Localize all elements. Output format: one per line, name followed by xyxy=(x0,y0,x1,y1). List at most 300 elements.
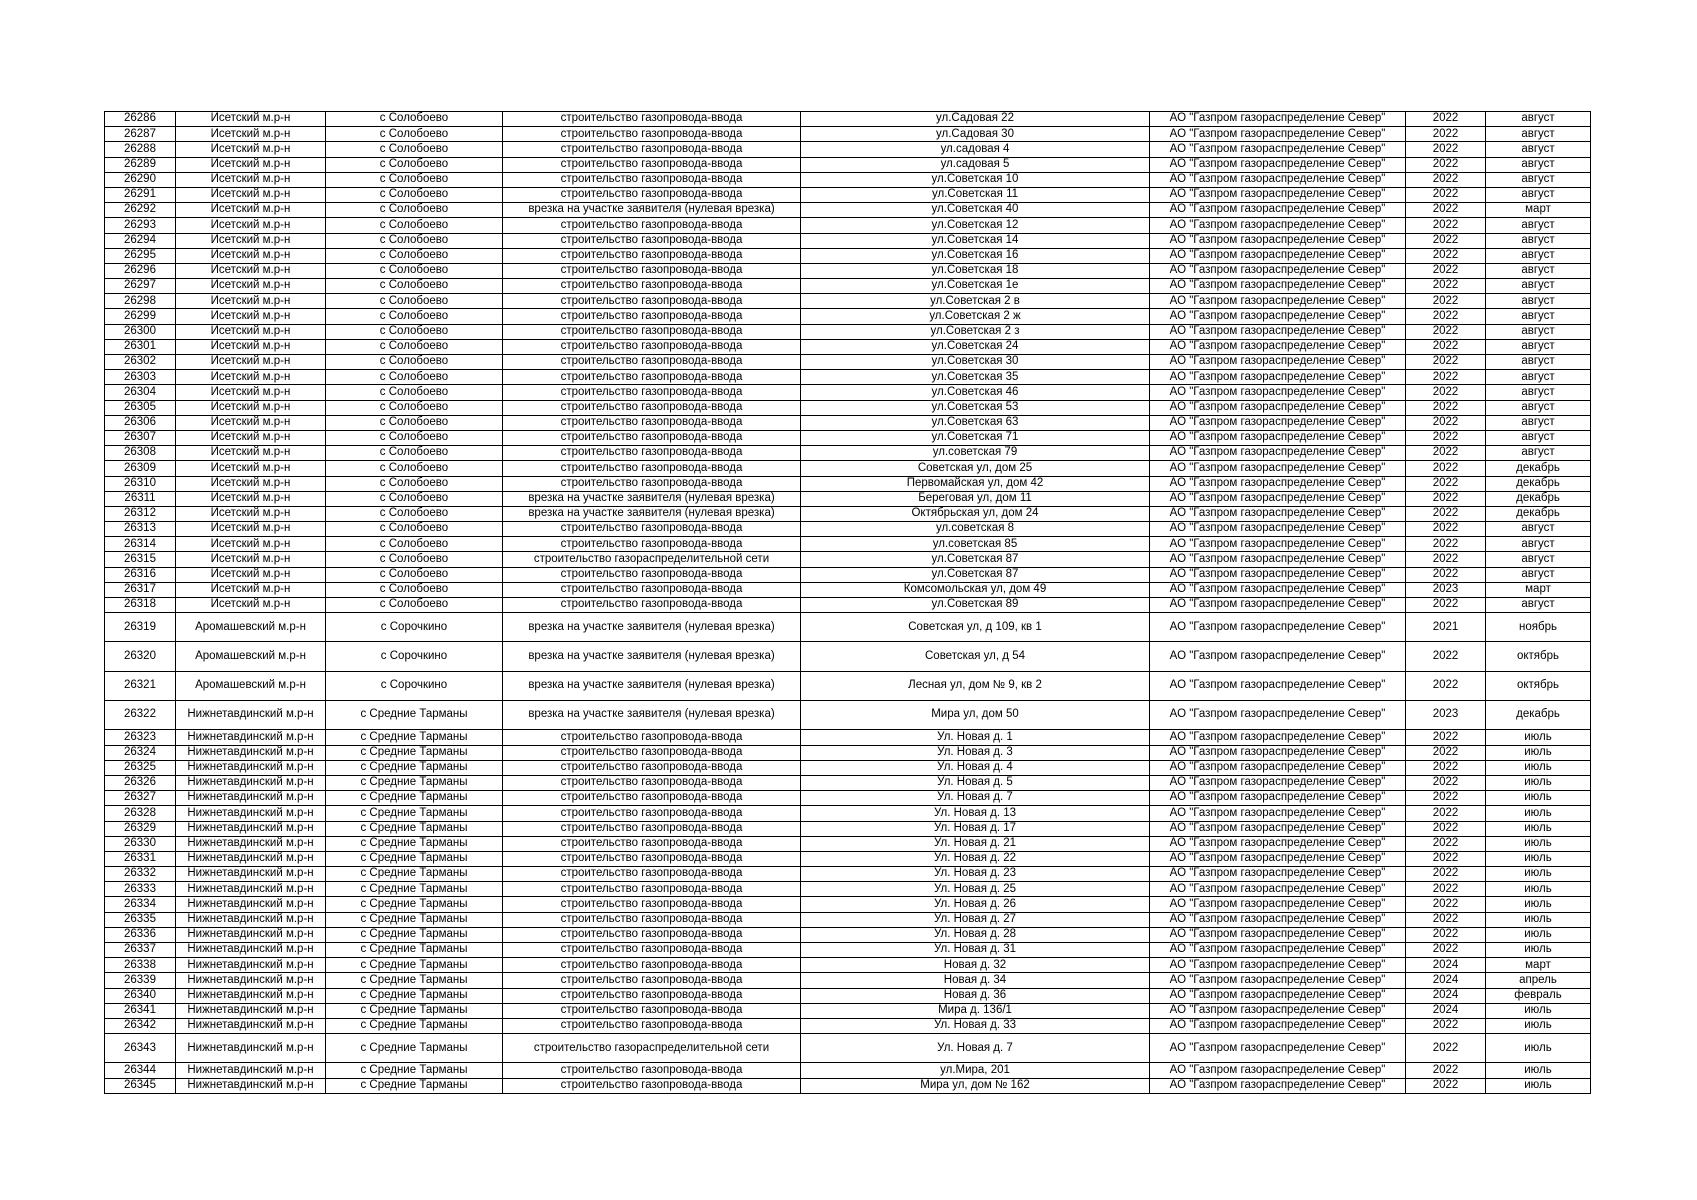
cell-id: 26290 xyxy=(105,172,176,187)
cell-work-type: врезка на участке заявителя (нулевая врезка) xyxy=(503,491,801,506)
cell-work-type: врезка на участке заявителя (нулевая врезка) xyxy=(503,642,801,671)
cell-month: ноябрь xyxy=(1486,613,1591,642)
cell-address: ул.Советская 2 з xyxy=(801,324,1150,339)
cell-id: 26303 xyxy=(105,370,176,385)
cell-work-type: врезка на участке заявителя (нулевая врезка) xyxy=(503,203,801,218)
cell-work-type: строительство газопровода-ввода xyxy=(503,927,801,942)
cell-organization: АО "Газпром газораспределение Север" xyxy=(1150,112,1406,127)
cell-id: 26308 xyxy=(105,446,176,461)
cell-id: 26306 xyxy=(105,415,176,430)
cell-district: Нижнетавдинский м.р-н xyxy=(176,775,326,790)
table-row xyxy=(105,582,1591,597)
cell-month: декабрь xyxy=(1486,476,1591,491)
cell-month: август xyxy=(1486,537,1591,552)
cell-month: июль xyxy=(1486,943,1591,958)
cell-year: 2022 xyxy=(1406,867,1486,882)
cell-address: ул.Советская 63 xyxy=(801,415,1150,430)
cell-organization: АО "Газпром газораспределение Север" xyxy=(1150,760,1406,775)
cell-work-type: строительство газопровода-ввода xyxy=(503,355,801,370)
cell-settlement: с Средние Тарманы xyxy=(326,988,503,1003)
cell-year: 2022 xyxy=(1406,248,1486,263)
table-row xyxy=(105,552,1591,567)
cell-year: 2022 xyxy=(1406,791,1486,806)
cell-month: октябрь xyxy=(1486,642,1591,671)
cell-month: август xyxy=(1486,522,1591,537)
cell-work-type: строительство газопровода-ввода xyxy=(503,775,801,790)
cell-settlement: с Средние Тарманы xyxy=(326,851,503,866)
cell-work-type: строительство газопровода-ввода xyxy=(503,912,801,927)
cell-month: август xyxy=(1486,279,1591,294)
cell-district: Исетский м.р-н xyxy=(176,233,326,248)
cell-organization: АО "Газпром газораспределение Север" xyxy=(1150,1003,1406,1018)
table-row xyxy=(105,385,1591,400)
table-row xyxy=(105,218,1591,233)
cell-id: 26330 xyxy=(105,836,176,851)
cell-district: Аромашевский м.р-н xyxy=(176,642,326,671)
cell-month: июль xyxy=(1486,791,1591,806)
table-row xyxy=(105,461,1591,476)
cell-work-type: строительство газопровода-ввода xyxy=(503,446,801,461)
cell-year: 2022 xyxy=(1406,1034,1486,1063)
cell-year: 2022 xyxy=(1406,294,1486,309)
cell-address: Береговая ул, дом 11 xyxy=(801,491,1150,506)
cell-address: ул.советская 79 xyxy=(801,446,1150,461)
cell-id: 26297 xyxy=(105,279,176,294)
cell-address: ул.Мира, 201 xyxy=(801,1063,1150,1078)
cell-address: ул.Советская 87 xyxy=(801,567,1150,582)
cell-address: Советская ул, д 54 xyxy=(801,642,1150,671)
cell-address: Советская ул, д 109, кв 1 xyxy=(801,613,1150,642)
cell-work-type: строительство газопровода-ввода xyxy=(503,882,801,897)
cell-work-type: строительство газораспределительной сети xyxy=(503,1034,801,1063)
cell-year: 2022 xyxy=(1406,112,1486,127)
cell-district: Нижнетавдинский м.р-н xyxy=(176,730,326,745)
cell-work-type: строительство газопровода-ввода xyxy=(503,324,801,339)
table-row xyxy=(105,821,1591,836)
cell-year: 2022 xyxy=(1406,400,1486,415)
cell-year: 2022 xyxy=(1406,927,1486,942)
cell-organization: АО "Газпром газораспределение Север" xyxy=(1150,506,1406,521)
cell-id: 26313 xyxy=(105,522,176,537)
cell-organization: АО "Газпром газораспределение Север" xyxy=(1150,775,1406,790)
table-body xyxy=(105,112,1591,1094)
cell-id: 26327 xyxy=(105,791,176,806)
cell-year: 2022 xyxy=(1406,775,1486,790)
table-row xyxy=(105,897,1591,912)
cell-organization: АО "Газпром газораспределение Север" xyxy=(1150,233,1406,248)
cell-year: 2022 xyxy=(1406,1078,1486,1093)
cell-year: 2022 xyxy=(1406,598,1486,613)
cell-organization: АО "Газпром газораспределение Север" xyxy=(1150,745,1406,760)
table-row xyxy=(105,943,1591,958)
cell-work-type: строительство газопровода-ввода xyxy=(503,537,801,552)
cell-work-type: строительство газопровода-ввода xyxy=(503,309,801,324)
cell-work-type: строительство газопровода-ввода xyxy=(503,172,801,187)
cell-organization: АО "Газпром газораспределение Север" xyxy=(1150,461,1406,476)
cell-work-type: строительство газопровода-ввода xyxy=(503,400,801,415)
cell-organization: АО "Газпром газораспределение Север" xyxy=(1150,142,1406,157)
cell-settlement: с Средние Тарманы xyxy=(326,1003,503,1018)
cell-district: Исетский м.р-н xyxy=(176,552,326,567)
cell-settlement: с Средние Тарманы xyxy=(326,912,503,927)
cell-id: 26296 xyxy=(105,263,176,278)
cell-address: Советская ул, дом 25 xyxy=(801,461,1150,476)
table-row xyxy=(105,958,1591,973)
cell-address: Первомайская ул, дом 42 xyxy=(801,476,1150,491)
cell-work-type: строительство газопровода-ввода xyxy=(503,522,801,537)
cell-id: 26317 xyxy=(105,582,176,597)
cell-work-type: строительство газопровода-ввода xyxy=(503,851,801,866)
cell-organization: АО "Газпром газораспределение Север" xyxy=(1150,491,1406,506)
table-row xyxy=(105,309,1591,324)
cell-settlement: с Солобоево xyxy=(326,157,503,172)
cell-settlement: с Средние Тарманы xyxy=(326,927,503,942)
cell-district: Нижнетавдинский м.р-н xyxy=(176,836,326,851)
cell-id: 26338 xyxy=(105,958,176,973)
cell-id: 26332 xyxy=(105,867,176,882)
cell-district: Исетский м.р-н xyxy=(176,476,326,491)
table-row xyxy=(105,324,1591,339)
cell-address: Ул. Новая д. 22 xyxy=(801,851,1150,866)
cell-id: 26299 xyxy=(105,309,176,324)
cell-settlement: с Средние Тарманы xyxy=(326,958,503,973)
cell-district: Исетский м.р-н xyxy=(176,172,326,187)
cell-address: Новая д. 32 xyxy=(801,958,1150,973)
cell-organization: АО "Газпром газораспределение Север" xyxy=(1150,988,1406,1003)
cell-month: июль xyxy=(1486,897,1591,912)
cell-month: июль xyxy=(1486,1063,1591,1078)
cell-settlement: с Средние Тарманы xyxy=(326,1063,503,1078)
cell-address: Комсомольская ул, дом 49 xyxy=(801,582,1150,597)
cell-year: 2022 xyxy=(1406,324,1486,339)
cell-organization: АО "Газпром газораспределение Север" xyxy=(1150,218,1406,233)
table-row xyxy=(105,1063,1591,1078)
cell-work-type: строительство газопровода-ввода xyxy=(503,745,801,760)
cell-address: ул.садовая 5 xyxy=(801,157,1150,172)
cell-work-type: строительство газопровода-ввода xyxy=(503,791,801,806)
cell-district: Исетский м.р-н xyxy=(176,430,326,445)
cell-work-type: строительство газопровода-ввода xyxy=(503,142,801,157)
table-row xyxy=(105,339,1591,354)
cell-district: Нижнетавдинский м.р-н xyxy=(176,867,326,882)
cell-id: 26322 xyxy=(105,701,176,730)
cell-id: 26294 xyxy=(105,233,176,248)
cell-district: Нижнетавдинский м.р-н xyxy=(176,912,326,927)
cell-id: 26316 xyxy=(105,567,176,582)
cell-year: 2024 xyxy=(1406,1003,1486,1018)
cell-district: Нижнетавдинский м.р-н xyxy=(176,701,326,730)
cell-address: ул.Садовая 30 xyxy=(801,127,1150,142)
cell-id: 26328 xyxy=(105,806,176,821)
cell-district: Исетский м.р-н xyxy=(176,491,326,506)
cell-address: Ул. Новая д. 17 xyxy=(801,821,1150,836)
cell-id: 26336 xyxy=(105,927,176,942)
table-row xyxy=(105,701,1591,730)
cell-year: 2022 xyxy=(1406,233,1486,248)
table-row xyxy=(105,1034,1591,1063)
cell-address: Ул. Новая д. 25 xyxy=(801,882,1150,897)
cell-id: 26287 xyxy=(105,127,176,142)
cell-work-type: строительство газопровода-ввода xyxy=(503,476,801,491)
cell-year: 2022 xyxy=(1406,142,1486,157)
cell-district: Нижнетавдинский м.р-н xyxy=(176,851,326,866)
cell-address: Ул. Новая д. 23 xyxy=(801,867,1150,882)
cell-id: 26293 xyxy=(105,218,176,233)
cell-settlement: с Солобоево xyxy=(326,582,503,597)
cell-work-type: врезка на участке заявителя (нулевая врезка) xyxy=(503,506,801,521)
cell-organization: АО "Газпром газораспределение Север" xyxy=(1150,582,1406,597)
cell-address: Ул. Новая д. 21 xyxy=(801,836,1150,851)
cell-organization: АО "Газпром газораспределение Север" xyxy=(1150,187,1406,202)
table-row xyxy=(105,973,1591,988)
cell-month: август xyxy=(1486,446,1591,461)
cell-organization: АО "Газпром газораспределение Север" xyxy=(1150,730,1406,745)
cell-id: 26320 xyxy=(105,642,176,671)
cell-organization: АО "Газпром газораспределение Север" xyxy=(1150,867,1406,882)
cell-settlement: с Солобоево xyxy=(326,385,503,400)
cell-organization: АО "Газпром газораспределение Север" xyxy=(1150,248,1406,263)
cell-year: 2022 xyxy=(1406,537,1486,552)
cell-work-type: строительство газопровода-ввода xyxy=(503,1063,801,1078)
cell-id: 26286 xyxy=(105,112,176,127)
table-row xyxy=(105,912,1591,927)
cell-address: ул.Советская 40 xyxy=(801,203,1150,218)
cell-id: 26334 xyxy=(105,897,176,912)
cell-year: 2022 xyxy=(1406,476,1486,491)
cell-address: ул.Советская 89 xyxy=(801,598,1150,613)
cell-settlement: с Солобоево xyxy=(326,415,503,430)
cell-district: Нижнетавдинский м.р-н xyxy=(176,1018,326,1033)
cell-district: Исетский м.р-н xyxy=(176,324,326,339)
cell-settlement: с Солобоево xyxy=(326,598,503,613)
cell-month: июль xyxy=(1486,927,1591,942)
cell-year: 2022 xyxy=(1406,897,1486,912)
cell-year: 2022 xyxy=(1406,851,1486,866)
table-row xyxy=(105,430,1591,445)
cell-id: 26319 xyxy=(105,613,176,642)
cell-address: ул.Советская 87 xyxy=(801,552,1150,567)
cell-settlement: с Солобоево xyxy=(326,522,503,537)
cell-district: Исетский м.р-н xyxy=(176,461,326,476)
cell-settlement: с Солобоево xyxy=(326,203,503,218)
cell-address: ул.Советская 53 xyxy=(801,400,1150,415)
cell-district: Исетский м.р-н xyxy=(176,294,326,309)
cell-id: 26288 xyxy=(105,142,176,157)
cell-settlement: с Солобоево xyxy=(326,248,503,263)
cell-id: 26314 xyxy=(105,537,176,552)
cell-organization: АО "Газпром газораспределение Север" xyxy=(1150,613,1406,642)
cell-work-type: строительство газораспределительной сети xyxy=(503,552,801,567)
cell-settlement: с Солобоево xyxy=(326,400,503,415)
table-row xyxy=(105,851,1591,866)
cell-organization: АО "Газпром газораспределение Север" xyxy=(1150,446,1406,461)
cell-work-type: строительство газопровода-ввода xyxy=(503,867,801,882)
cell-work-type: строительство газопровода-ввода xyxy=(503,112,801,127)
cell-month: август xyxy=(1486,142,1591,157)
cell-id: 26341 xyxy=(105,1003,176,1018)
table-row xyxy=(105,745,1591,760)
cell-id: 26301 xyxy=(105,339,176,354)
cell-district: Исетский м.р-н xyxy=(176,142,326,157)
cell-id: 26304 xyxy=(105,385,176,400)
cell-district: Исетский м.р-н xyxy=(176,567,326,582)
table-row xyxy=(105,506,1591,521)
cell-address: Мира ул, дом № 162 xyxy=(801,1078,1150,1093)
cell-work-type: строительство газопровода-ввода xyxy=(503,897,801,912)
cell-organization: АО "Газпром газораспределение Север" xyxy=(1150,355,1406,370)
cell-settlement: с Солобоево xyxy=(326,491,503,506)
cell-year: 2021 xyxy=(1406,613,1486,642)
cell-year: 2022 xyxy=(1406,263,1486,278)
cell-address: Ул. Новая д. 7 xyxy=(801,791,1150,806)
cell-address: ул.Советская 35 xyxy=(801,370,1150,385)
cell-address: Ул. Новая д. 27 xyxy=(801,912,1150,927)
cell-address: ул.Советская 12 xyxy=(801,218,1150,233)
cell-address: ул.Советская 2 ж xyxy=(801,309,1150,324)
cell-month: июль xyxy=(1486,745,1591,760)
cell-month: декабрь xyxy=(1486,491,1591,506)
cell-settlement: с Солобоево xyxy=(326,309,503,324)
cell-id: 26337 xyxy=(105,943,176,958)
cell-month: июль xyxy=(1486,760,1591,775)
table-row xyxy=(105,263,1591,278)
cell-id: 26323 xyxy=(105,730,176,745)
cell-year: 2023 xyxy=(1406,701,1486,730)
cell-address: Новая д. 34 xyxy=(801,973,1150,988)
cell-address: ул.советская 8 xyxy=(801,522,1150,537)
cell-settlement: с Солобоево xyxy=(326,506,503,521)
cell-work-type: строительство газопровода-ввода xyxy=(503,943,801,958)
cell-organization: АО "Газпром газораспределение Север" xyxy=(1150,430,1406,445)
cell-id: 26315 xyxy=(105,552,176,567)
cell-settlement: с Средние Тарманы xyxy=(326,791,503,806)
table-row xyxy=(105,157,1591,172)
table-row xyxy=(105,927,1591,942)
cell-district: Аромашевский м.р-н xyxy=(176,613,326,642)
cell-month: июль xyxy=(1486,851,1591,866)
cell-address: ул.Советская 11 xyxy=(801,187,1150,202)
cell-settlement: с Солобоево xyxy=(326,233,503,248)
cell-year: 2022 xyxy=(1406,339,1486,354)
cell-district: Исетский м.р-н xyxy=(176,415,326,430)
cell-month: июль xyxy=(1486,1018,1591,1033)
cell-id: 26342 xyxy=(105,1018,176,1033)
cell-district: Нижнетавдинский м.р-н xyxy=(176,821,326,836)
cell-organization: АО "Газпром газораспределение Север" xyxy=(1150,339,1406,354)
cell-organization: АО "Газпром газораспределение Север" xyxy=(1150,642,1406,671)
cell-settlement: с Средние Тарманы xyxy=(326,760,503,775)
cell-settlement: с Солобоево xyxy=(326,355,503,370)
cell-organization: АО "Газпром газораспределение Север" xyxy=(1150,370,1406,385)
cell-id: 26289 xyxy=(105,157,176,172)
table-row xyxy=(105,522,1591,537)
cell-month: август xyxy=(1486,430,1591,445)
table-row xyxy=(105,598,1591,613)
cell-month: август xyxy=(1486,552,1591,567)
cell-work-type: строительство газопровода-ввода xyxy=(503,461,801,476)
cell-district: Исетский м.р-н xyxy=(176,522,326,537)
table-row xyxy=(105,142,1591,157)
cell-id: 26326 xyxy=(105,775,176,790)
cell-work-type: строительство газопровода-ввода xyxy=(503,988,801,1003)
cell-id: 26344 xyxy=(105,1063,176,1078)
cell-id: 26305 xyxy=(105,400,176,415)
cell-id: 26292 xyxy=(105,203,176,218)
cell-id: 26302 xyxy=(105,355,176,370)
cell-month: август xyxy=(1486,233,1591,248)
cell-organization: АО "Газпром газораспределение Север" xyxy=(1150,958,1406,973)
cell-organization: АО "Газпром газораспределение Север" xyxy=(1150,203,1406,218)
cell-district: Исетский м.р-н xyxy=(176,248,326,263)
cell-settlement: с Солобоево xyxy=(326,324,503,339)
cell-address: Ул. Новая д. 28 xyxy=(801,927,1150,942)
cell-organization: АО "Газпром газораспределение Север" xyxy=(1150,1078,1406,1093)
cell-address: ул.Советская 1е xyxy=(801,279,1150,294)
cell-settlement: с Солобоево xyxy=(326,552,503,567)
cell-work-type: строительство газопровода-ввода xyxy=(503,958,801,973)
cell-year: 2022 xyxy=(1406,446,1486,461)
cell-settlement: с Солобоево xyxy=(326,187,503,202)
cell-year: 2022 xyxy=(1406,552,1486,567)
cell-id: 26325 xyxy=(105,760,176,775)
cell-work-type: строительство газопровода-ввода xyxy=(503,582,801,597)
cell-address: ул.Советская 2 в xyxy=(801,294,1150,309)
cell-settlement: с Средние Тарманы xyxy=(326,775,503,790)
cell-month: июль xyxy=(1486,1078,1591,1093)
cell-settlement: с Солобоево xyxy=(326,279,503,294)
cell-work-type: строительство газопровода-ввода xyxy=(503,187,801,202)
cell-id: 26324 xyxy=(105,745,176,760)
gas-connection-table xyxy=(104,111,1591,1094)
cell-work-type: строительство газопровода-ввода xyxy=(503,836,801,851)
cell-district: Нижнетавдинский м.р-н xyxy=(176,1063,326,1078)
cell-district: Исетский м.р-н xyxy=(176,157,326,172)
cell-year: 2022 xyxy=(1406,187,1486,202)
cell-year: 2022 xyxy=(1406,882,1486,897)
cell-year: 2022 xyxy=(1406,461,1486,476)
cell-year: 2022 xyxy=(1406,127,1486,142)
cell-district: Нижнетавдинский м.р-н xyxy=(176,943,326,958)
cell-address: ул.Советская 71 xyxy=(801,430,1150,445)
cell-address: ул.советская 85 xyxy=(801,537,1150,552)
cell-organization: АО "Газпром газораспределение Север" xyxy=(1150,263,1406,278)
cell-settlement: с Солобоево xyxy=(326,112,503,127)
cell-address: Мира ул, дом 50 xyxy=(801,701,1150,730)
cell-address: Ул. Новая д. 7 xyxy=(801,1034,1150,1063)
cell-organization: АО "Газпром газораспределение Север" xyxy=(1150,882,1406,897)
cell-work-type: строительство газопровода-ввода xyxy=(503,1018,801,1033)
cell-id: 26300 xyxy=(105,324,176,339)
cell-settlement: с Солобоево xyxy=(326,142,503,157)
cell-organization: АО "Газпром газораспределение Север" xyxy=(1150,127,1406,142)
cell-settlement: с Средние Тарманы xyxy=(326,745,503,760)
cell-organization: АО "Газпром газораспределение Север" xyxy=(1150,567,1406,582)
cell-year: 2022 xyxy=(1406,836,1486,851)
cell-settlement: с Средние Тарманы xyxy=(326,821,503,836)
cell-settlement: с Солобоево xyxy=(326,339,503,354)
cell-id: 26329 xyxy=(105,821,176,836)
cell-year: 2022 xyxy=(1406,430,1486,445)
cell-month: август xyxy=(1486,567,1591,582)
cell-settlement: с Средние Тарманы xyxy=(326,701,503,730)
cell-month: июль xyxy=(1486,1003,1591,1018)
cell-id: 26340 xyxy=(105,988,176,1003)
cell-month: август xyxy=(1486,370,1591,385)
cell-year: 2022 xyxy=(1406,912,1486,927)
cell-organization: АО "Газпром газораспределение Север" xyxy=(1150,943,1406,958)
cell-address: ул.Советская 16 xyxy=(801,248,1150,263)
cell-id: 26321 xyxy=(105,671,176,700)
